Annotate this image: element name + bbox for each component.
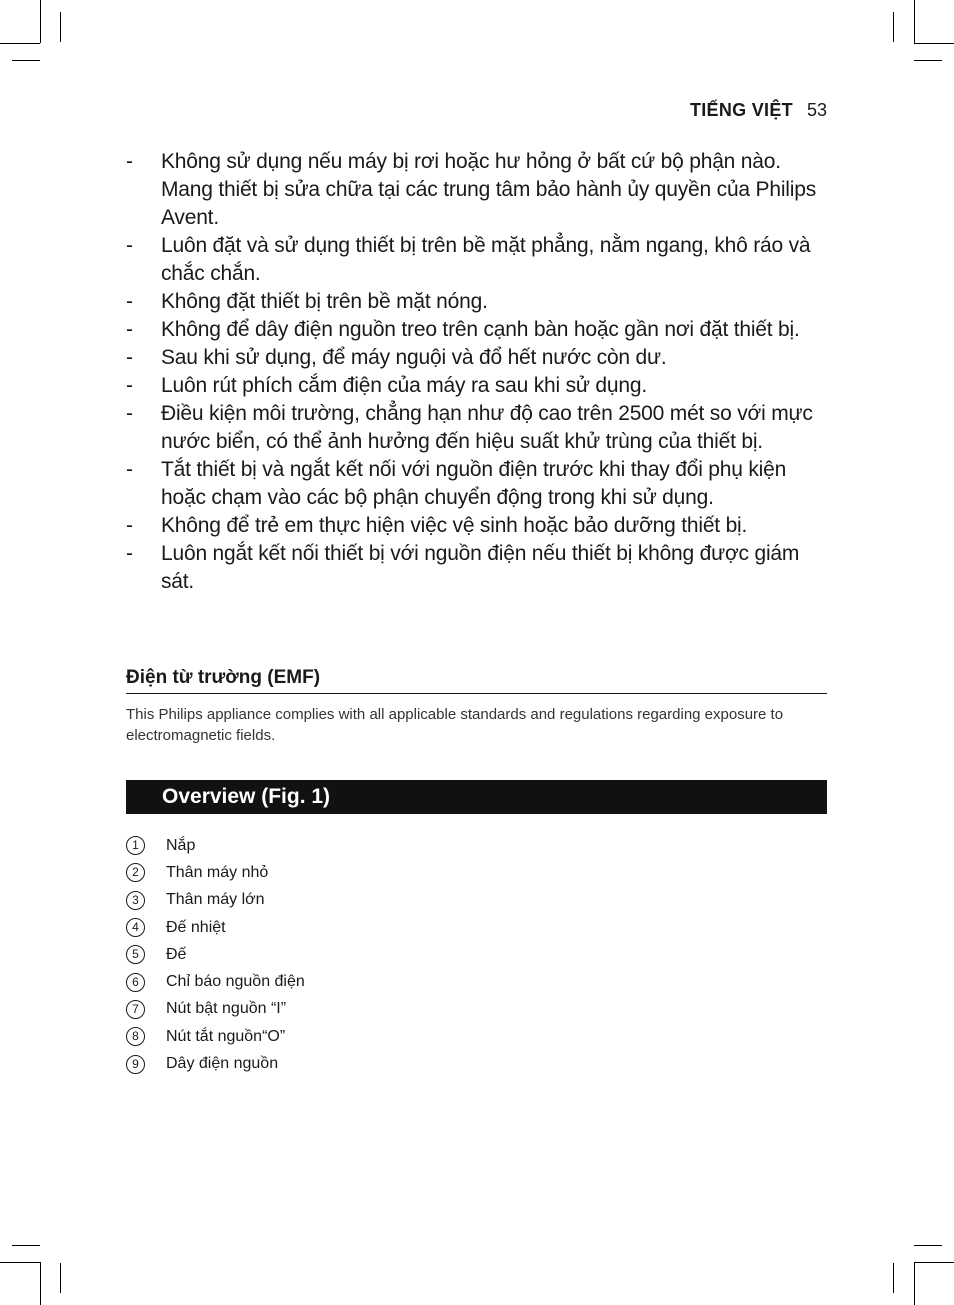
part-label: Nắp [166, 836, 196, 854]
bullet-dash: - [126, 346, 133, 369]
crop-mark [60, 12, 61, 42]
bullet-dash: - [126, 402, 133, 425]
warning-text: Luôn đặt và sử dụng thiết bị trên bề mặt phẳng, nằm ngang, khô ráo và chắc chắn. [161, 234, 811, 285]
page-number: 53 [806, 100, 827, 120]
warning-text: Luôn ngắt kết nối thiết bị với nguồn điện nếu thiết bị không được giám sát. [161, 542, 800, 593]
crop-mark [893, 1263, 894, 1293]
bullet-dash: - [126, 514, 133, 537]
list-item [126, 148, 826, 232]
warning-text: Luôn rút phích cắm điện của máy ra sau khi sử dụng. [161, 374, 647, 397]
list-item [126, 372, 826, 400]
bullet-dash: - [126, 318, 133, 341]
bullet-dash: - [126, 234, 133, 257]
list-item [126, 316, 826, 344]
overview-section-bar [126, 780, 827, 814]
warning-list [126, 148, 826, 596]
list-item [126, 914, 305, 941]
list-item [126, 1023, 305, 1050]
parts-list [126, 832, 305, 1078]
bullet-dash: - [126, 290, 133, 313]
list-item [126, 887, 305, 914]
list-item [126, 1050, 305, 1077]
part-label: Thân máy nhỏ [166, 863, 269, 881]
crop-mark [914, 1262, 954, 1263]
warning-text: Sau khi sử dụng, để máy nguội và đổ hết nước còn dư. [161, 346, 667, 369]
item-number-circle: 7 [126, 1000, 145, 1019]
crop-mark [914, 1245, 942, 1246]
warning-text: Điều kiện môi trường, chẳng hạn như độ cao trên 2500 mét so với mực nước biển, có thể ảnh hưởng đến hiệu suất khử trùng của thiết bị. [161, 402, 813, 453]
page-header [690, 100, 827, 121]
bullet-dash: - [126, 150, 133, 173]
part-label: Thân máy lớn [166, 891, 265, 909]
list-item [126, 859, 305, 886]
crop-mark [60, 1263, 61, 1293]
list-item [126, 512, 826, 540]
part-label: Đế nhiệt [166, 918, 226, 936]
crop-mark [914, 60, 942, 61]
bullet-dash: - [126, 374, 133, 397]
list-item [126, 996, 305, 1023]
list-item [126, 400, 826, 456]
warning-text: Tắt thiết bị và ngắt kết nối với nguồn điện trước khi thay đổi phụ kiện hoặc chạm vào các bộ phận chuyển động trong khi sử dụng. [161, 458, 787, 509]
list-item [126, 456, 826, 512]
warning-text: Không sử dụng nếu máy bị rơi hoặc hư hỏng ở bất cứ bộ phận nào. Mang thiết bị sửa chữa tại các trung tâm bảo hành ủy quyền của Philips Avent. [161, 150, 817, 229]
warning-text: Không để trẻ em thực hiện việc vệ sinh hoặc bảo dưỡng thiết bị. [161, 514, 748, 537]
crop-mark [0, 43, 40, 44]
crop-mark [0, 1262, 40, 1263]
part-label: Đế [166, 945, 187, 963]
item-number-circle: 2 [126, 863, 145, 882]
warning-text: Không để dây điện nguồn treo trên cạnh bàn hoặc gần nơi đặt thiết bị. [161, 318, 800, 341]
item-number-circle: 5 [126, 945, 145, 964]
crop-mark [40, 0, 41, 43]
list-item [126, 344, 826, 372]
crop-mark [893, 12, 894, 42]
crop-mark [914, 43, 954, 44]
crop-mark [40, 1262, 41, 1305]
item-number-circle: 4 [126, 918, 145, 937]
crop-mark [12, 1245, 40, 1246]
item-number-circle: 3 [126, 891, 145, 910]
language-label: TIẾNG VIỆT [689, 100, 793, 120]
emf-paragraph: This Philips appliance complies with all applicable standards and regulations regarding exposure to electromagnetic fields. [126, 706, 784, 744]
list-item [126, 232, 826, 288]
overview-heading: Overview (Fig. 1) [162, 785, 331, 808]
crop-mark [914, 1262, 915, 1305]
item-number-circle: 6 [126, 973, 145, 992]
warning-text: Không đặt thiết bị trên bề mặt nóng. [161, 290, 488, 313]
crop-mark [12, 60, 40, 61]
emf-heading: Điện từ trường (EMF) [126, 667, 827, 694]
list-item [126, 941, 305, 968]
list-item [126, 968, 305, 995]
list-item [126, 540, 826, 596]
part-label: Nút bật nguồn “I” [166, 1000, 287, 1018]
item-number-circle: 1 [126, 836, 145, 855]
item-number-circle: 9 [126, 1055, 145, 1074]
list-item [126, 832, 305, 859]
part-label: Chỉ báo nguồn điện [166, 973, 305, 991]
crop-mark [914, 0, 915, 43]
item-number-circle: 8 [126, 1027, 145, 1046]
bullet-dash: - [126, 458, 133, 481]
part-label: Dây điện nguồn [166, 1055, 279, 1073]
list-item [126, 288, 826, 316]
bullet-dash: - [126, 542, 133, 565]
part-label: Nút tắt nguồn“O” [166, 1027, 286, 1045]
